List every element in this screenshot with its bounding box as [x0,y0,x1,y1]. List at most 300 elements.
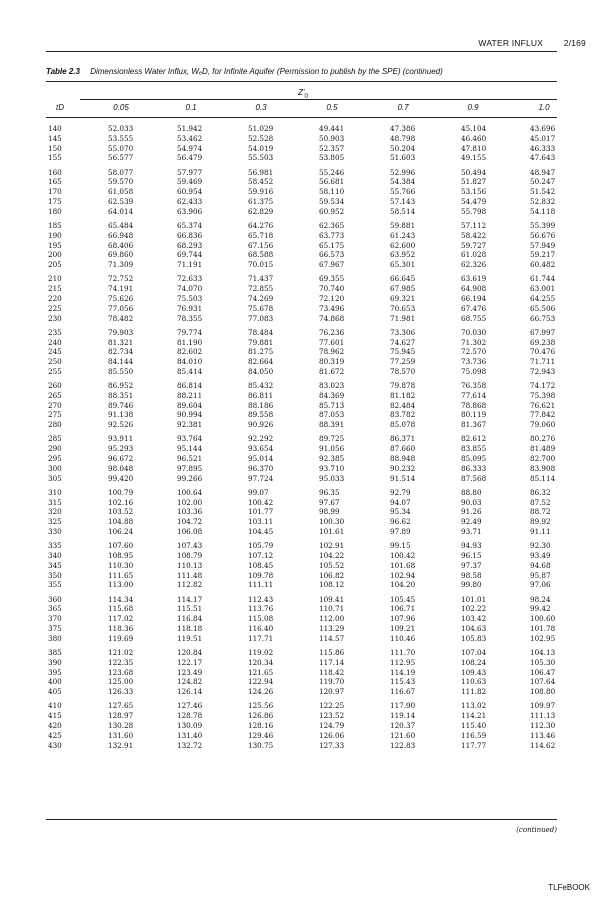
wed-cell: 71.981 [390,313,416,323]
wed-cell: 111.82 [461,687,487,697]
table-caption [46,67,443,76]
wed-cell: 123.68 [108,667,134,677]
wed-cell: 65.175 [319,240,345,250]
td-cell: 195 [48,240,62,250]
wed-cell: 124.79 [319,720,345,730]
wed-cell: 81.321 [108,337,134,347]
table-row [46,701,557,711]
wed-cell: 107.12 [248,551,274,560]
table-row [46,124,557,134]
wed-cell: 84.369 [319,390,345,400]
wed-cell: 80.319 [319,357,345,367]
wed-cell: 61.058 [108,187,134,197]
wed-cell: 66.194 [461,293,487,303]
wed-cell: 71.309 [108,260,134,270]
wed-cell: 95.014 [248,454,274,464]
wed-cell: 70.476 [530,347,556,357]
wed-cell: 107.96 [390,614,416,624]
page-number: 2/169 [563,38,586,48]
wed-cell: 110.13 [177,560,203,570]
td-cell: 145 [48,133,62,143]
wed-cell: 61.243 [390,230,416,240]
wed-cell: 55.246 [319,167,345,177]
td-cell: 425 [48,730,62,740]
wed-cell: 113.46 [530,730,556,740]
wed-cell: 124.82 [177,677,203,687]
wed-cell: 130.75 [248,740,274,750]
wed-cell: 91.138 [108,410,134,420]
wed-cell: 96.15 [461,551,482,560]
wed-cell: 54.118 [530,206,556,216]
table-row [46,595,557,605]
wed-cell: 120.37 [390,720,416,730]
wed-cell: 101.61 [319,527,345,537]
td-cell: 345 [48,560,62,570]
wed-cell: 92.292 [248,434,274,444]
wed-cell: 50.247 [530,177,556,187]
wed-cell: 88.948 [390,454,416,464]
row-group [46,274,557,323]
wed-cell: 78.482 [108,313,134,323]
wed-cell: 106.24 [108,527,134,537]
table-row [46,187,557,197]
wed-cell: 93.911 [108,434,134,444]
wed-cell: 96.62 [390,517,411,527]
wed-cell: 85.432 [248,381,274,391]
wed-cell: 74.070 [177,284,203,294]
row-group [46,328,557,377]
wed-cell: 60.952 [319,206,345,216]
running-header [478,38,586,48]
wed-cell: 77.601 [319,337,345,347]
wed-cell: 115.68 [108,604,134,614]
td-cell: 255 [48,366,62,376]
wed-cell: 82.484 [390,400,416,410]
wed-cell: 99.42 [530,604,551,614]
wed-cell: 43.696 [530,124,556,133]
wed-cell: 114.17 [177,594,203,604]
wed-cell: 62.433 [177,196,203,206]
wed-cell: 110.30 [108,560,134,570]
td-cell: 380 [48,633,62,643]
wed-cell: 114.62 [530,740,556,750]
wed-cell: 55.798 [461,206,487,216]
td-cell: 280 [48,420,62,430]
td-cell: 245 [48,347,62,357]
wed-cell: 119.69 [108,633,134,643]
wed-cell: 92.49 [461,517,482,527]
wed-cell: 50.903 [319,133,345,143]
wed-cell: 106.82 [319,570,345,580]
wed-cell: 115.51 [177,604,203,614]
table-label: Table 2.3 [46,67,80,76]
wed-cell: 72.752 [108,274,134,284]
wed-cell: 103.36 [177,507,203,517]
wed-cell: 45.104 [461,124,487,133]
wed-cell: 98.24 [530,594,551,604]
table-row [46,207,557,217]
wed-cell: 84.144 [108,357,134,367]
wed-cell: 81.182 [390,390,416,400]
wed-cell: 61.744 [530,274,556,284]
wed-cell: 94.07 [390,497,411,507]
table-row [46,367,557,377]
wed-cell: 128.97 [108,711,134,721]
wed-cell: 115.43 [390,677,416,687]
wed-cell: 62.326 [461,260,487,270]
wed-cell: 75.945 [390,347,416,357]
wed-cell: 108.24 [461,657,487,667]
table-row [46,381,557,391]
wed-cell: 86.371 [390,434,416,444]
wed-cell: 122.83 [390,740,416,750]
row-group [46,541,557,590]
td-cell: 310 [48,487,62,497]
wed-cell: 57.112 [461,220,487,230]
table-row [46,153,557,163]
wed-cell: 77.842 [530,410,556,420]
wed-cell: 117.77 [461,740,487,750]
wed-cell: 104.88 [108,517,134,527]
wed-cell: 72.855 [248,284,274,294]
wed-cell: 104.13 [530,647,556,657]
wed-cell: 132.91 [108,740,134,750]
wed-cell: 86.32 [530,487,551,497]
wed-cell: 78.868 [461,400,487,410]
wed-cell: 88.72 [530,507,551,517]
wed-cell: 72.633 [177,274,203,284]
wed-cell: 83.855 [461,444,487,454]
wed-cell: 81.190 [177,337,203,347]
wed-cell: 66.573 [319,250,345,260]
td-cell: 370 [48,614,62,624]
wed-cell: 86.333 [461,463,487,473]
wed-cell: 95.144 [177,444,203,454]
wed-cell: 62.365 [319,220,345,230]
wed-cell: 55.766 [390,187,416,197]
wed-cell: 58.110 [319,187,345,197]
wed-cell: 60.482 [530,260,556,270]
wed-cell: 110.63 [461,677,487,687]
wed-cell: 67.476 [461,303,487,313]
wed-cell: 78.962 [319,347,345,357]
wed-cell: 106.08 [177,527,203,537]
wed-cell: 76.236 [319,327,345,337]
wed-cell: 59.916 [248,187,274,197]
wed-cell: 56.681 [319,177,345,187]
column-header: 1.0 [538,103,550,112]
wed-cell: 87.053 [319,410,345,420]
td-cell: 350 [48,570,62,580]
td-cell: 235 [48,327,62,337]
table-row [46,221,557,231]
wed-cell: 118.42 [319,667,345,677]
wed-cell: 77.259 [390,357,416,367]
wed-cell: 80.276 [530,434,556,444]
zd-heading [298,88,308,100]
table-row [46,304,557,314]
wed-cell: 84.050 [248,366,274,376]
wed-cell: 62.600 [390,240,416,250]
wed-cell: 123.52 [319,711,345,721]
td-cell: 225 [48,303,62,313]
wed-cell: 85.078 [390,420,416,430]
td-cell: 275 [48,410,62,420]
wed-cell: 51.942 [177,124,203,133]
wed-cell: 53.805 [319,153,345,163]
wed-cell: 100.42 [248,497,274,507]
wed-cell: 107.04 [461,647,487,657]
wed-cell: 70.653 [390,303,416,313]
wed-cell: 122.35 [108,657,134,667]
table-row [46,624,557,634]
wed-cell: 54.974 [177,143,203,153]
row-group [46,648,557,697]
wed-cell: 69.238 [530,337,556,347]
wed-cell: 118.36 [108,623,134,633]
wed-cell: 90.03 [461,497,482,507]
wed-cell: 108.79 [177,551,203,560]
table-row [46,464,557,474]
wed-cell: 88.80 [461,487,482,497]
table-row [46,401,557,411]
td-cell: 385 [48,647,62,657]
wed-cell: 68.755 [461,313,487,323]
wed-cell: 103.42 [461,614,487,624]
wed-cell: 48.798 [390,133,416,143]
wed-cell: 99.266 [177,473,203,483]
wed-cell: 116.67 [390,687,416,697]
wed-cell: 51.603 [390,153,416,163]
td-cell: 365 [48,604,62,614]
wed-cell: 96.370 [248,463,274,473]
wed-cell: 58.077 [108,167,134,177]
wed-cell: 77.056 [108,303,134,313]
wed-cell: 54.019 [248,143,274,153]
td-cell: 335 [48,541,62,551]
row-group [46,701,557,750]
td-cell: 230 [48,313,62,323]
table-row [46,721,557,731]
wed-cell: 117.90 [390,701,416,711]
td-cell: 305 [48,473,62,483]
table-row [46,614,557,624]
table-row [46,231,557,241]
wed-cell: 130.09 [177,720,203,730]
wed-cell: 57.949 [530,240,556,250]
table-caption-text: Dimensionless Water Influx, WₑD, for Infinite Aquifer (Permission to publish by the SPE) (continued) [90,67,443,76]
wed-cell: 104.63 [461,623,487,633]
wed-cell: 128.16 [248,720,274,730]
wed-cell: 81.672 [319,366,345,376]
wed-cell: 78.355 [177,313,203,323]
table-row [46,658,557,668]
wed-cell: 70.015 [248,260,274,270]
wed-cell: 65.374 [177,220,203,230]
wed-cell: 49.155 [461,153,487,163]
wed-cell: 103.11 [248,517,274,527]
wed-cell: 74.172 [530,381,556,391]
wed-cell: 61.028 [461,250,487,260]
wed-cell: 115.40 [461,720,487,730]
wed-cell: 75.678 [248,303,274,313]
wed-cell: 76.621 [530,400,556,410]
wed-cell: 88.391 [319,420,345,430]
td-cell: 265 [48,390,62,400]
wed-cell: 77.083 [248,313,274,323]
wed-cell: 125.56 [248,701,274,711]
table-top-rule [46,81,557,82]
table-bottom-rule [46,819,557,820]
table-row [46,250,557,260]
wed-cell: 127.33 [319,740,345,750]
wed-cell: 111.11 [248,580,274,590]
zd-symbol: Z' [298,88,305,97]
table-row [46,507,557,517]
wed-cell: 66.836 [177,230,203,240]
wed-cell: 56.479 [177,153,203,163]
wed-cell: 130.28 [108,720,134,730]
wed-cell: 105.52 [319,560,345,570]
wed-cell: 95.87 [530,570,551,580]
wed-cell: 116.40 [248,623,274,633]
wed-cell: 47.386 [390,124,416,133]
row-group [46,221,557,270]
table-row [46,677,557,687]
wed-cell: 96.35 [319,487,340,497]
table-row [46,488,557,498]
wed-cell: 122.17 [177,657,203,667]
wed-cell: 97.06 [530,580,551,590]
wed-cell: 66.645 [390,274,416,284]
wed-cell: 106.71 [390,604,416,614]
table-body [46,124,557,755]
td-cell: 240 [48,337,62,347]
wed-cell: 87.660 [390,444,416,454]
wed-cell: 122.94 [248,677,274,687]
wed-cell: 97.37 [461,560,482,570]
wed-cell: 104.22 [319,551,345,560]
wed-cell: 68.588 [248,250,274,260]
table-row [46,541,557,551]
wed-cell: 65.301 [390,260,416,270]
table-row [46,314,557,324]
wed-cell: 64.276 [248,220,274,230]
wed-cell: 82.700 [530,454,556,464]
table-row [46,444,557,454]
wed-cell: 127.46 [177,701,203,711]
td-cell: 165 [48,177,62,187]
wed-cell: 111.65 [108,570,134,580]
wed-cell: 88.186 [248,400,274,410]
wed-cell: 47.643 [530,153,556,163]
wed-cell: 56.676 [530,230,556,240]
wed-cell: 87.568 [461,473,487,483]
wed-cell: 101.77 [248,507,274,517]
wed-cell: 96.672 [108,454,134,464]
wed-cell: 46.333 [530,143,556,153]
td-cell: 290 [48,444,62,454]
wed-cell: 72.943 [530,366,556,376]
table-row [46,648,557,658]
wed-cell: 97.89 [390,527,411,537]
wed-cell: 70.740 [319,284,345,294]
wed-cell: 82.612 [461,434,487,444]
td-cell: 175 [48,196,62,206]
wed-cell: 56.981 [248,167,274,177]
wed-cell: 94.93 [461,541,482,551]
wed-cell: 102.00 [177,497,203,507]
wed-cell: 67.156 [248,240,274,250]
wed-cell: 109.21 [390,623,416,633]
wed-cell: 85.713 [319,400,345,410]
wed-cell: 80.119 [461,410,487,420]
wed-cell: 92.79 [390,487,411,497]
td-cell: 325 [48,517,62,527]
wed-cell: 112.30 [530,720,556,730]
row-group [46,168,557,217]
wed-cell: 100.79 [108,487,134,497]
wed-cell: 116.59 [461,730,487,740]
wed-cell: 131.60 [108,730,134,740]
wed-cell: 86.814 [177,381,203,391]
wed-cell: 59.727 [461,240,487,250]
wed-cell: 109.97 [530,701,556,711]
wed-cell: 114.19 [390,667,416,677]
wed-cell: 75.626 [108,293,134,303]
table-row [46,134,557,144]
wed-cell: 53.156 [461,187,487,197]
wed-cell: 56.577 [108,153,134,163]
wed-cell: 93.710 [319,463,345,473]
wed-cell: 82.734 [108,347,134,357]
wed-cell: 64.255 [530,293,556,303]
wed-cell: 51.029 [248,124,274,133]
table-row [46,474,557,484]
wed-cell: 92.30 [530,541,551,551]
wed-cell: 108.45 [248,560,274,570]
wed-cell: 112.43 [248,594,274,604]
wed-cell: 68.406 [108,240,134,250]
wed-cell: 110.71 [319,604,345,614]
wed-cell: 50.494 [461,167,487,177]
table-row [46,668,557,678]
wed-cell: 122.25 [319,701,345,711]
wed-cell: 98.048 [108,463,134,473]
wed-cell: 78.570 [390,366,416,376]
wed-cell: 63.773 [319,230,345,240]
wed-cell: 69.355 [319,274,345,284]
wed-cell: 93.654 [248,444,274,454]
wed-cell: 109.43 [461,667,487,677]
wed-cell: 92.381 [177,420,203,430]
wed-cell: 104.72 [177,517,203,527]
column-header: 0.3 [255,103,267,112]
wed-cell: 68.293 [177,240,203,250]
wed-cell: 75.398 [530,390,556,400]
wed-cell: 97.895 [177,463,203,473]
wed-cell: 117.14 [319,657,345,667]
wed-cell: 93.764 [177,434,203,444]
wed-cell: 105.30 [530,657,556,667]
wed-cell: 81.489 [530,444,556,454]
wed-cell: 53.462 [177,133,203,143]
wed-cell: 92.526 [108,420,134,430]
wed-cell: 67.985 [390,284,416,294]
wed-cell: 88.211 [177,390,203,400]
wed-cell: 104.20 [390,580,416,590]
table-row [46,391,557,401]
